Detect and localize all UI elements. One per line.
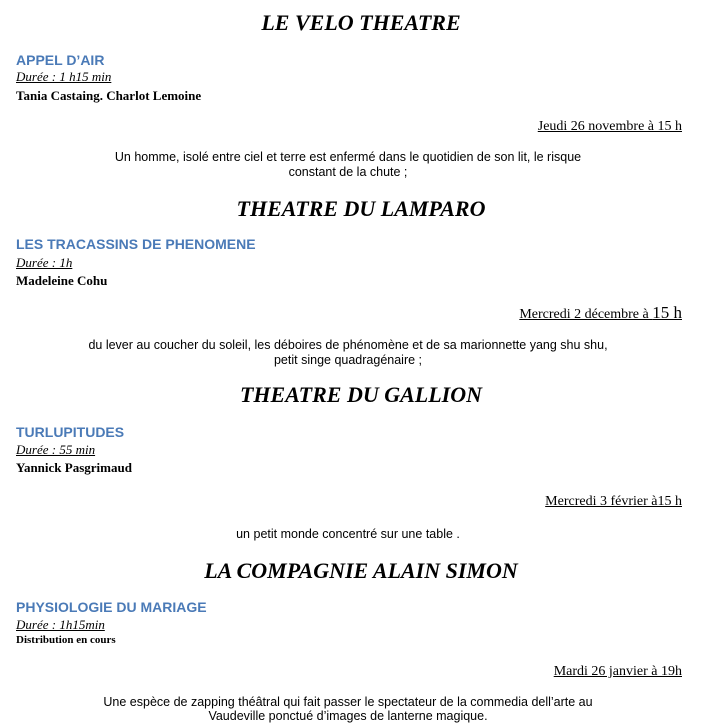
show-description-line: du lever au coucher du soleil, les déboires de phénomène et de sa marionnette yang shu shu,	[88, 338, 608, 352]
show-date	[519, 304, 682, 323]
show-cast: Madeleine Cohu	[16, 273, 108, 288]
show-date-time: 15 h	[652, 303, 682, 322]
show-duration: Durée : 1h	[16, 255, 73, 270]
show-description-line: Un homme, isolé entre ciel et terre est enfermé dans le quotidien de son lit, le risque	[114, 150, 582, 164]
show-title: APPEL D’AIR	[16, 52, 105, 68]
show-cast: Yannick Pasgrimaud	[16, 460, 132, 475]
company-heading: LE VELO THEATRE	[261, 10, 461, 35]
show-description-line: Vaudeville ponctué d’images de lanterne magique.	[208, 709, 488, 723]
show-title: PHYSIOLOGIE DU MARIAGE	[16, 599, 207, 615]
show-duration: Durée : 55 min	[16, 442, 96, 457]
company-heading: THEATRE DU GALLION	[239, 382, 483, 407]
show-date: Mardi 26 janvier à 19h	[553, 664, 682, 679]
show-title: TURLUPITUDES	[16, 424, 125, 440]
company-heading: THEATRE DU LAMPARO	[236, 196, 486, 221]
show-date: Mercredi 3 février à15 h	[545, 494, 682, 509]
show-cast: Distribution en cours	[16, 634, 116, 646]
show-date: Jeudi 26 novembre à 15 h	[537, 119, 682, 134]
show-description-line: constant de la chute ;	[288, 165, 408, 179]
company-heading: LA COMPAGNIE ALAIN SIMON	[204, 558, 518, 583]
show-title: LES TRACASSINS DE PHENOMENE	[16, 236, 256, 252]
show-description-line: Une espèce de zapping théâtral qui fait passer le spectateur de la commedia dell’arte au	[103, 695, 593, 709]
show-duration: Durée : 1h15min	[16, 617, 105, 632]
show-cast: Tania Castaing. Charlot Lemoine	[16, 88, 202, 103]
show-description-line: un petit monde concentré sur une table .	[236, 527, 460, 541]
show-date-prefix: Mercredi 2 décembre à	[519, 307, 653, 322]
show-duration: Durée : 1 h15 min	[16, 69, 112, 84]
show-description-line: petit singe quadragénaire ;	[273, 353, 423, 367]
